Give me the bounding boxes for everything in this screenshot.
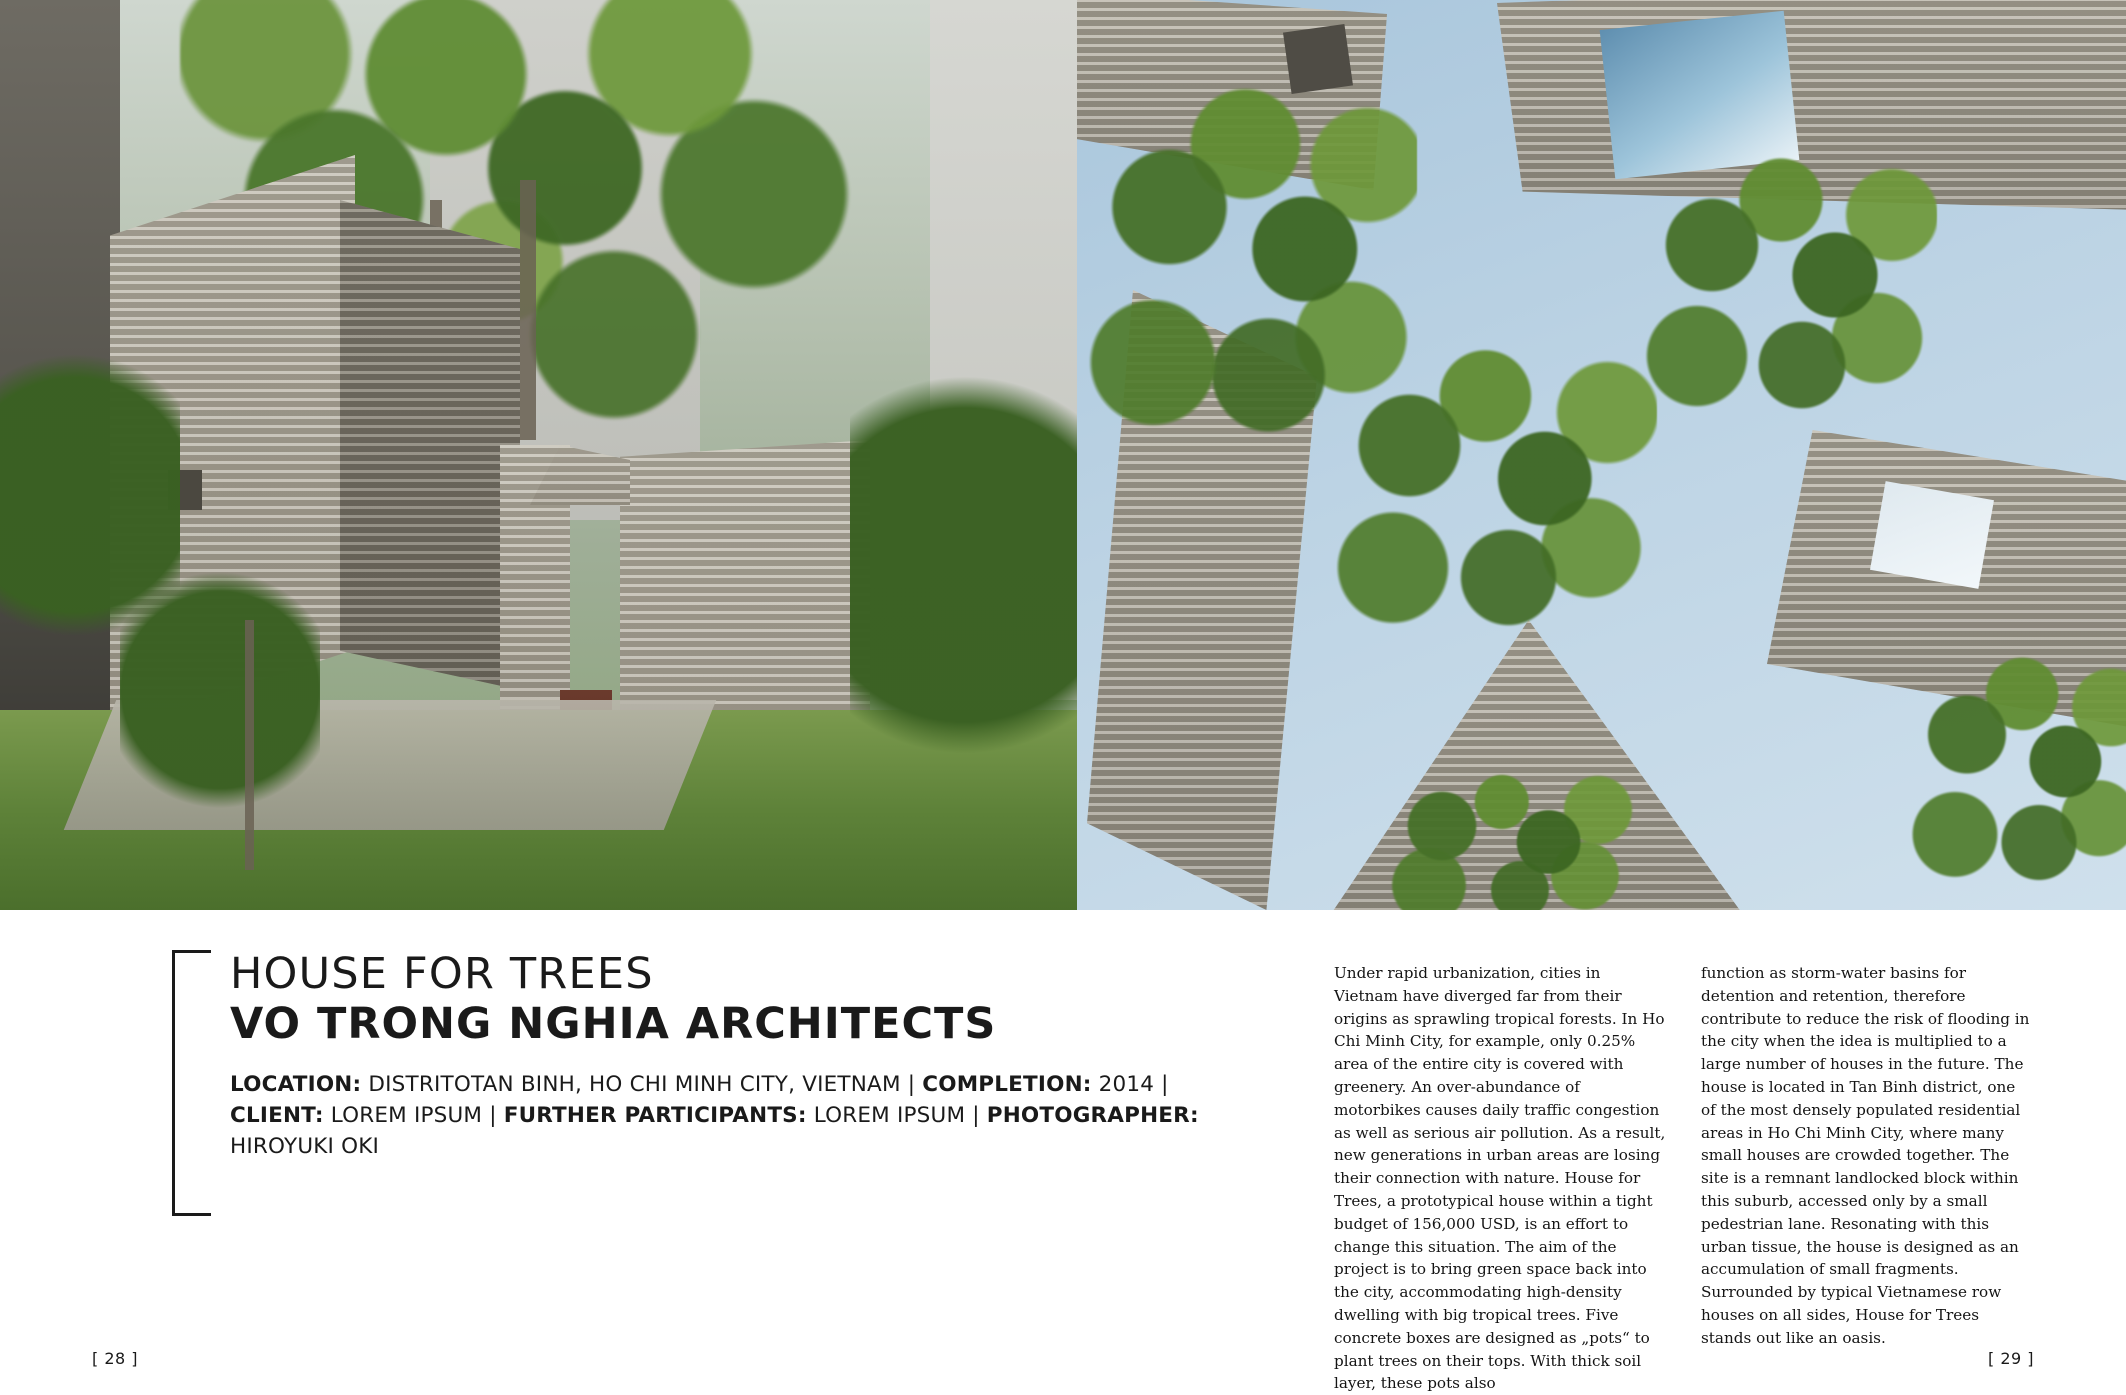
body-text-2: function as storm-water basins for detention and retention, therefore contribute to reduce the risk of flooding in the city when the idea is multiplied to a large number of houses in the future. The house is located in Tan Binh district, one of the most densely populated residential areas in Ho Chi Minh City, where many small houses are crowded together. The site is a remnant landlocked block within this suburb, accessed only by a small pedestrian lane. Resonating with this urban tissue, the house is designed as an accumulation of small fragments. Surrounded by typical Vietnamese row houses on all sides, House for Trees stands out like an oasis. [1701, 964, 2030, 1347]
tree-canopy [1637, 140, 1937, 440]
photographer-value: HIROYUKI OKI [230, 1134, 380, 1160]
photo-looking-up [1077, 0, 2126, 910]
photo-courtyard [0, 0, 1077, 910]
small-tree-trunk [245, 620, 254, 870]
client-label: CLIENT: [230, 1103, 324, 1129]
body-columns [1334, 962, 2034, 1395]
title-block [172, 950, 1252, 1163]
location-value: DISTRITOTAN BINH, HO CHI MINH CITY, VIETNAM | [368, 1072, 916, 1098]
page-title: HOUSE FOR TREES [230, 949, 654, 999]
photographer-label: PHOTOGRAPHER: [986, 1103, 1199, 1129]
folio-left: [ 28 ] [92, 1349, 139, 1368]
shrub [120, 560, 320, 820]
participants-value: LOREM IPSUM | [813, 1103, 980, 1129]
participants-label: FURTHER PARTICIPANTS: [503, 1103, 807, 1129]
body-column-1 [1334, 962, 1667, 1395]
completion-value: 2014 | [1098, 1072, 1169, 1098]
tree-canopy [1327, 330, 1657, 660]
body-column-2 [1701, 962, 2034, 1395]
bracket-rule [172, 950, 211, 1216]
folio-right: [ 29 ] [1987, 1349, 2034, 1368]
tree-trunk [520, 180, 536, 440]
project-metadata [230, 1070, 1250, 1163]
tree-canopy [1907, 640, 2126, 910]
tree-canopy [1377, 770, 1637, 910]
client-value: LOREM IPSUM | [330, 1103, 497, 1129]
shrub [850, 330, 1077, 800]
office-name: VO TRONG NGHIA ARCHITECTS [230, 999, 997, 1050]
location-label: LOCATION: [230, 1072, 362, 1098]
completion-label: COMPLETION: [922, 1072, 1092, 1098]
body-text-1: Under rapid urbanization, cities in Vietnam have diverged far from their origins as sprawling tropical forests. In Ho Chi Minh City, for example, only 0.25% area of the entire city is covered with greenery. An over-abundance of motorbikes causes daily traffic congestion as well as serious air pollution. As a result, new generations in urban areas are losing their connection with nature. House for Trees, a prototypical house within a tight budget of 156,000 USD, is an effort to change this situation. The aim of the project is to bring green space back into the city, accommodating high-density dwelling with big tropical trees. Five concrete boxes are designed as „pots“ to plant trees on their tops. With thick soil layer, these pots also [1334, 964, 1666, 1393]
roof-opening [1870, 481, 1994, 589]
concrete-box-middle [340, 200, 520, 690]
text-page [0, 910, 2126, 1394]
